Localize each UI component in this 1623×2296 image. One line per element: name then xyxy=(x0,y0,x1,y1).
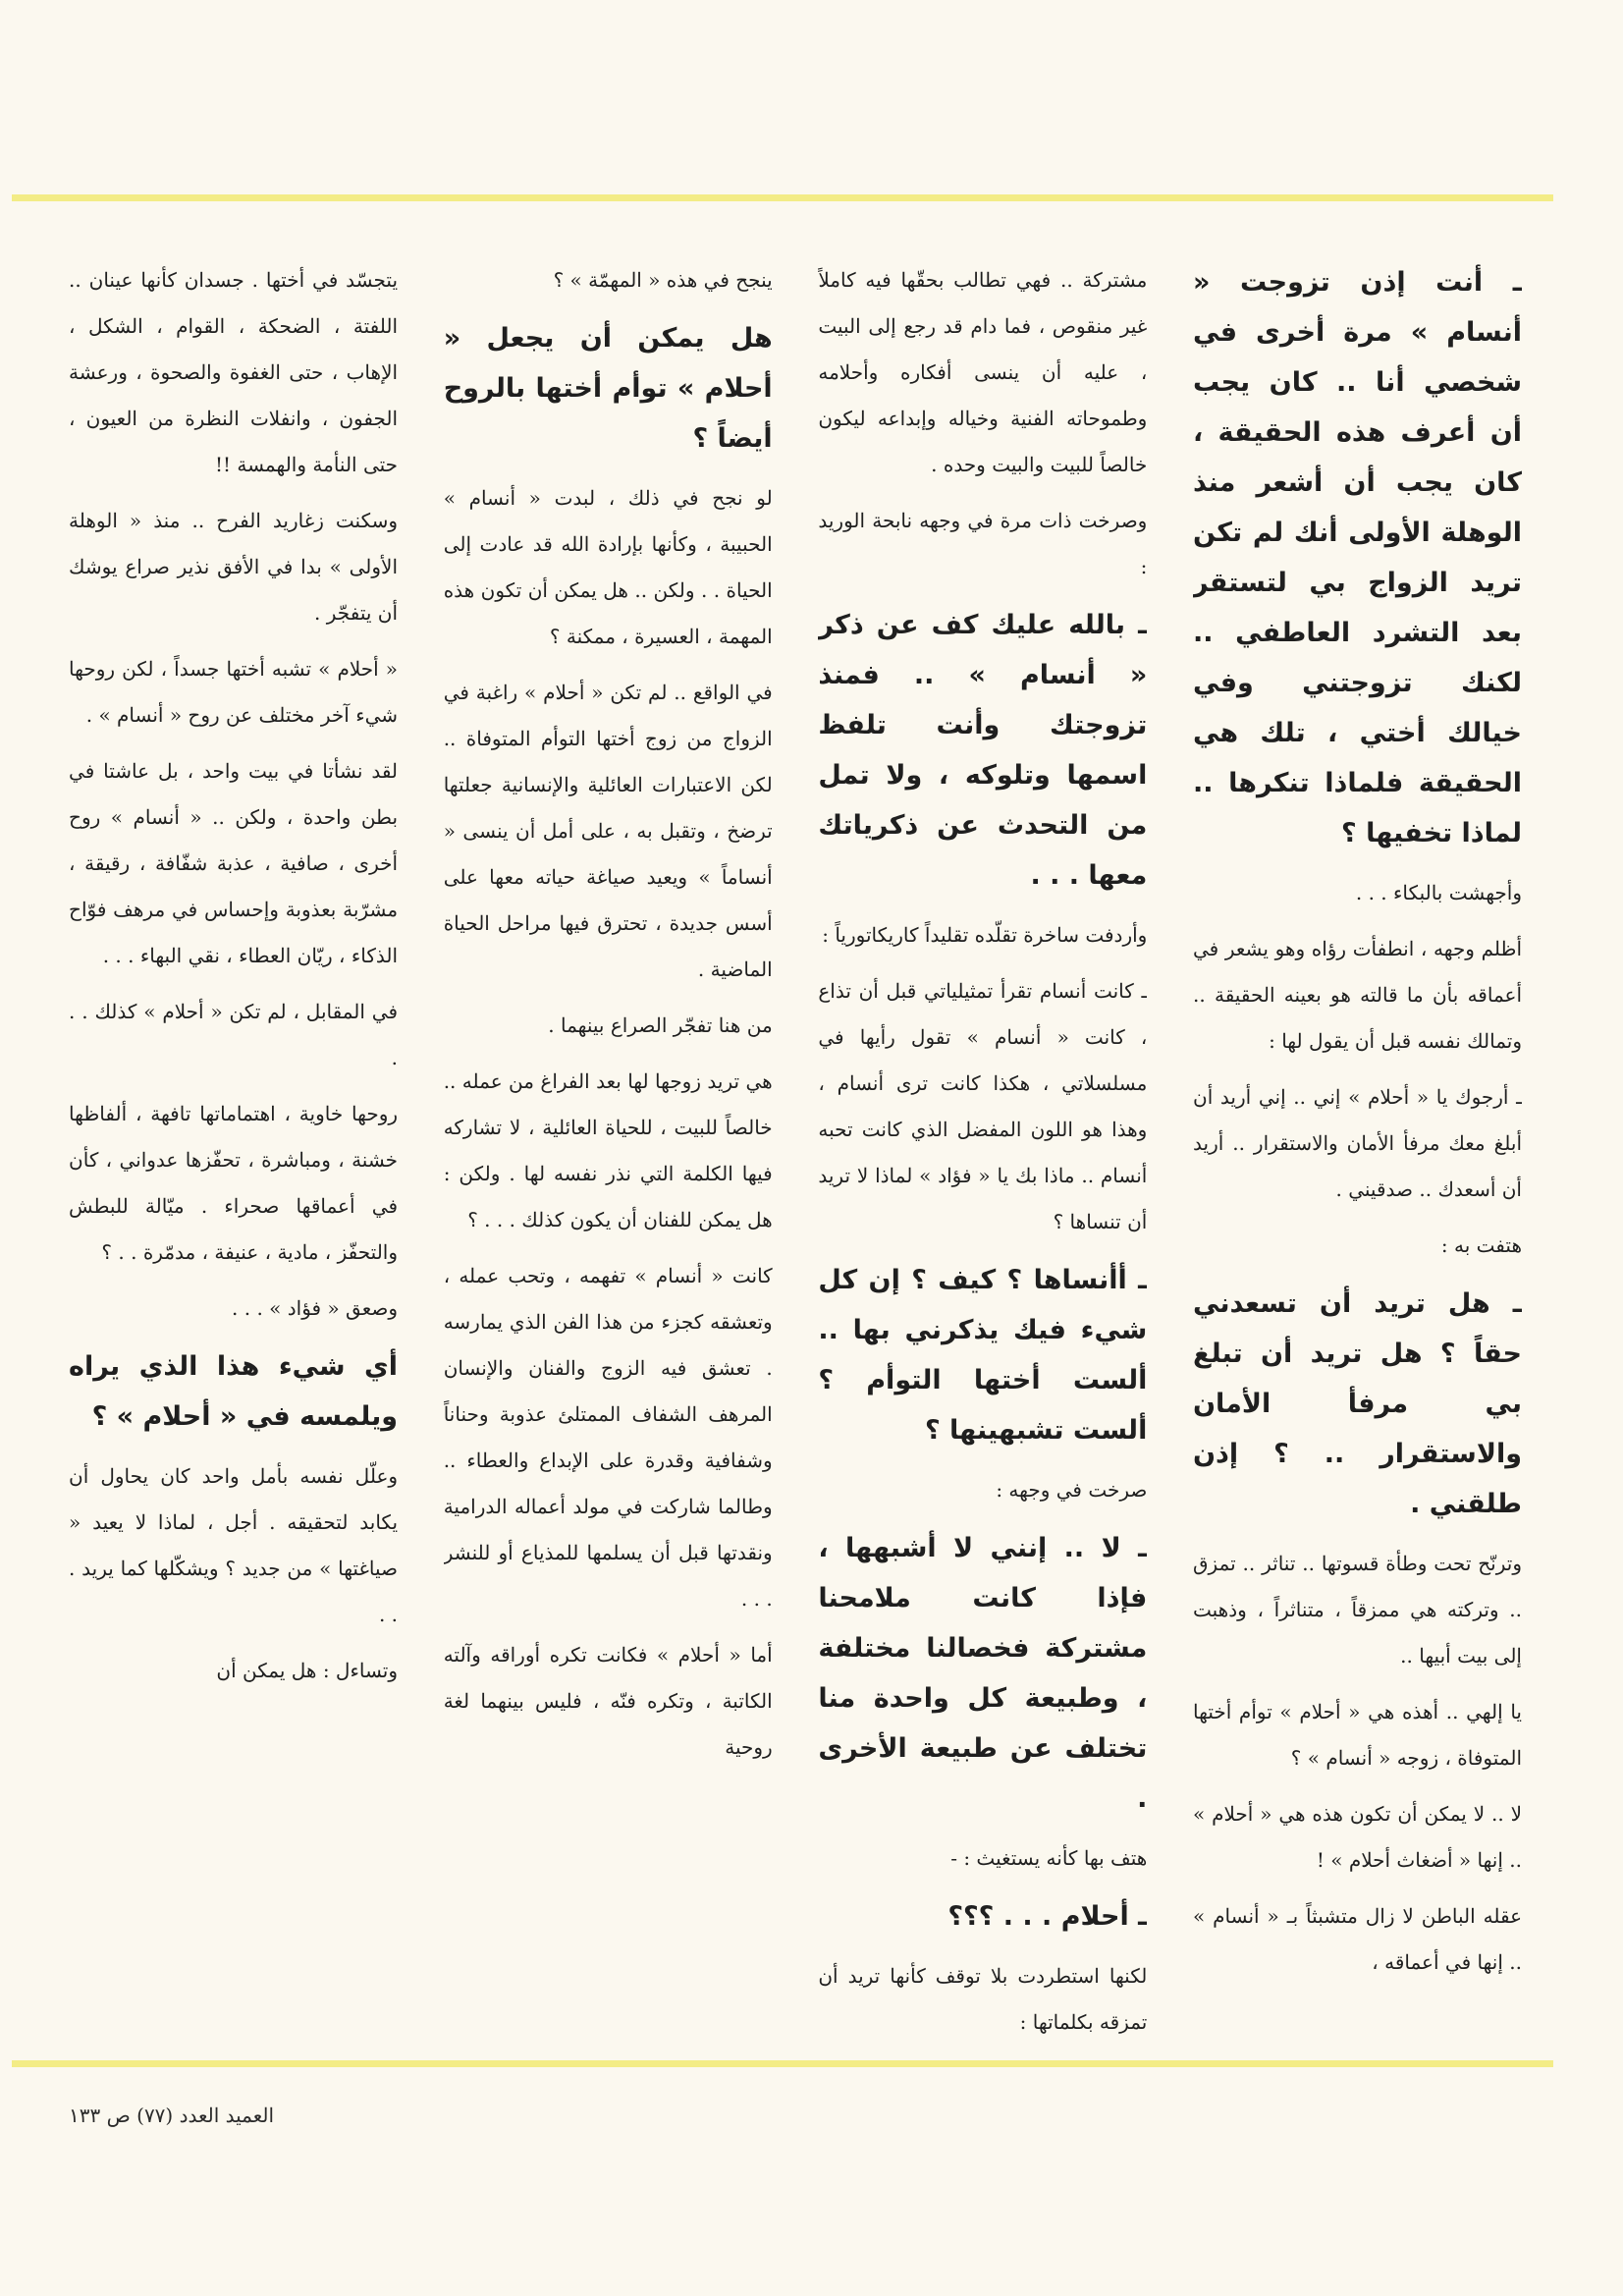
paragraph: صرخت في وجهه : xyxy=(996,1478,1148,1502)
paragraph: وصعق « فؤاد » . . . xyxy=(232,1296,399,1320)
paragraph: وصرخت ذات مرة في وجهه نابحة الوريد : xyxy=(818,509,1148,578)
paragraph: وترنّح تحت وطأة قسوتها .. تناثر .. تمزق .. وتركته هي ممزقاً ، متناثراً ، وذهبت إلى بيت أبيها .. xyxy=(1193,1552,1522,1667)
bold-passage: ـ بالله عليك كف عن ذكر « أنسام » .. فمنذ تزوجتك وأنت تلفظ اسمها وتلوكه ، ولا تمل من التحدث عن ذكرياتك معها . . . xyxy=(818,610,1148,891)
paragraph: في المقابل ، لم تكن « أحلام » كذلك . . . xyxy=(69,1000,399,1069)
bold-passage: ـ أحلام . . . ؟؟؟ xyxy=(947,1901,1148,1932)
paragraph: أما « أحلام » فكانت تكره أوراقه وآلته الكاتبة ، وتكره فنّه ، فليس بينهما لغة روحية xyxy=(443,1643,773,1759)
paragraph: هي تريد زوجها لها بعد الفراغ من عمله .. خالصاً للبيت ، للحياة العائلية ، لا تشاركه فيها الكلمة التي نذر نفسه لها . ولكن : هل يمكن للفنان أن يكون كذلك . . . ؟ xyxy=(443,1069,773,1231)
paragraph: عقله الباطن لا زال متشبثاً بـ « أنسام » .. إنها في أعماقه ، xyxy=(1193,1904,1522,1974)
paragraph: وسكنت زغاريد الفرح .. منذ « الوهلة الأولى » بدا في الأفق نذير صراع يوشك أن يتفجّر . xyxy=(69,509,399,625)
bottom-yellow-rule xyxy=(12,2060,1553,2067)
article-columns xyxy=(69,257,1522,2054)
paragraph: ـ كانت أنسام تقرأ تمثيلياتي قبل أن تذاع ، كانت « أنسام » تقول رأيها في مسلسلاتي ، هكذا كانت ترى أنسام ، وهذا هو اللون المفضل الذي كانت تحبه أنسام .. ماذا بك يا « فؤاد » لماذا لا تريد أن تنساها ؟ xyxy=(818,979,1148,1233)
page-folio: العميد العدد (٧٧) ص ١٣٣ xyxy=(69,2104,275,2127)
paragraph: وتساءل : هل يمكن أن xyxy=(216,1659,399,1682)
bold-passage: ـ أنت إذن تزوجت « أنسام » مرة أخرى في شخصي أنا .. كان يجب أن أعرف هذه الحقيقة ، كان يجب أن أشعر منذ الوهلة الأولى أنك لم تكن تريد الزواج بي لتستقر بعد التشرد العاطفي .. لكنك تزوجتني وفي خيالك أختي ، تلك هي الحقيقة فلماذا تنكرها .. لماذا تخفيها ؟ xyxy=(1193,267,1522,848)
column-2 xyxy=(444,257,773,2054)
paragraph: هتفت به : xyxy=(1440,1233,1522,1257)
bold-passage: ـ هل تريد أن تسعدني حقاً ؟ هل تريد أن تبلغ بي مرفأ الأمان والاستقرار .. ؟ إذن طلقني . xyxy=(1193,1288,1522,1519)
bold-passage: ـ لا .. إنني لا أشبهها ، فإذا كانت ملامحنا مشتركة فخصالنا مختلفة ، وطبيعة كل واحدة منا تختلف عن طبيعة الأخرى . xyxy=(818,1533,1148,1814)
paragraph: كانت « أنسام » تفهمه ، وتحب عمله ، وتعشقه كجزء من هذا الفن الذي يمارسه . تعشق فيه الزوج والفنان والإنسان المرهف الشفاف الممتلئ عذوبة وحناناً وشفافية وقدرة على الإبداع والعطاء .. وطالما شاركت في مولد أعماله الدرامية ونقدتها قبل أن يسلمها للمذياع أو للنشر . . . xyxy=(443,1264,773,1611)
paragraph: يا إلهي .. أهذه هي « أحلام » توأم أختها المتوفاة ، زوجه « أنسام » ؟ xyxy=(1193,1700,1522,1770)
bold-passage: ـ أأنساها ؟ كيف ؟ إن كل شيء فيك يذكرني بها .. ألست أختها التوأم ؟ ألست تشبهينها ؟ xyxy=(818,1265,1148,1446)
paragraph: مشتركة .. فهي تطالب بحقّها فيه كاملاً غير منقوص ، فما دام قد رجع إلى البيت ، عليه أن ينسى أفكاره وأحلامه وطموحاته الفنية وخياله وإبداعه ليكون خالصاً للبيت والبيت وحده . xyxy=(818,268,1148,476)
paragraph: وأردفت ساخرة تقلّده تقليداً كاريكاتورياً : xyxy=(822,923,1148,947)
paragraph: لو نجح في ذلك ، لبدت « أنسام » الحبيبة ، وكأنها بإرادة الله قد عادت إلى الحياة . . ولكن .. هل يمكن أن تكون هذه المهمة ، العسيرة ، ممكنة ؟ xyxy=(443,486,773,648)
paragraph: هتف بها كأنه يستغيث : - xyxy=(950,1846,1148,1870)
paragraph: ينجح في هذه « المهمّة » ؟ xyxy=(553,268,773,292)
paragraph: « أحلام » تشبه أختها جسداً ، لكن روحها شيء آخر مختلف عن روح « أنسام » . xyxy=(69,657,399,727)
column-3 xyxy=(818,257,1147,2054)
paragraph: في الواقع .. لم تكن « أحلام » راغبة في الزواج من زوج أختها التوأم المتوفاة .. لكن الاعتبارات العائلية والإنسانية جعلتها ترضخ ، وتقبل به ، على أمل أن ينسى « أنساماً » ويعيد صياغة حياته معها على أسس جديدة ، تحترق فيها مراحل الحياة الماضية . xyxy=(443,681,773,981)
paragraph: أظلم وجهه ، انطفأت رؤاه وهو يشعر في أعماقه بأن ما قالته هو بعينه الحقيقة .. وتمالك نفسه قبل أن يقول لها : xyxy=(1193,937,1522,1053)
paragraph: روحها خاوية ، اهتماماتها تافهة ، ألفاظها خشنة ، ومباشرة ، تحفّزها عدواني ، كأن في أعماقها صحراء . ميّالة للبطش والتحفّز ، مادية ، عنيفة ، مدمّرة . . ؟ xyxy=(69,1102,399,1264)
paragraph: يتجسّد في أختها . جسدان كأنها عينان .. اللفتة ، الضحكة ، القوام ، الشكل ، الإهاب ، حتى الغفوة والصحوة ، ورعشة الجفون ، وانفلات النظرة من العيون ، حتى النأمة والهمسة !! xyxy=(69,268,399,476)
paragraph: لقد نشأتا في بيت واحد ، بل عاشتا في بطن واحدة ، ولكن .. « أنسام » روح أخرى ، صافية ، عذبة شفّافة ، رقيقة ، مشرّبة بعذوبة وإحساس في مرهف فوّاح الذكاء ، ريّان العطاء ، نقي البهاء . . . xyxy=(69,759,399,967)
bold-passage: هل يمكن أن يجعل « أحلام » توأم أختها بالروح أيضاً ؟ xyxy=(443,323,773,454)
paragraph: وأجهشت بالبكاء . . . xyxy=(1355,881,1522,904)
bold-passage: أي شيء هذا الذي يراه ويلمسه في « أحلام » ؟ xyxy=(69,1351,399,1432)
paragraph: ـ أرجوك يا « أحلام » إني .. إني أريد أن أبلغ معك مرفأ الأمان والاستقرار .. أريد أن أسعدك .. صدقيني . xyxy=(1193,1085,1522,1201)
paragraph: وعلّل نفسه بأمل واحد كان يحاول أن يكابد لتحقيقه . أجل ، لماذا لا يعيد « صياغتها » من جديد ؟ ويشكّلها كما يريد . . . xyxy=(69,1464,399,1626)
paragraph: من هنا تفجّر الصراع بينهما . xyxy=(548,1013,773,1037)
paragraph: لكنها استطردت بلا توقف كأنها تريد أن تمزقه بكلماتها : xyxy=(818,1964,1148,2034)
column-4 xyxy=(1193,257,1522,2054)
top-yellow-rule xyxy=(12,194,1553,201)
paragraph: لا .. لا يمكن أن تكون هذه هي « أحلام » .. إنها « أضغاث أحلام » ! xyxy=(1193,1802,1522,1872)
column-1 xyxy=(69,257,398,2054)
